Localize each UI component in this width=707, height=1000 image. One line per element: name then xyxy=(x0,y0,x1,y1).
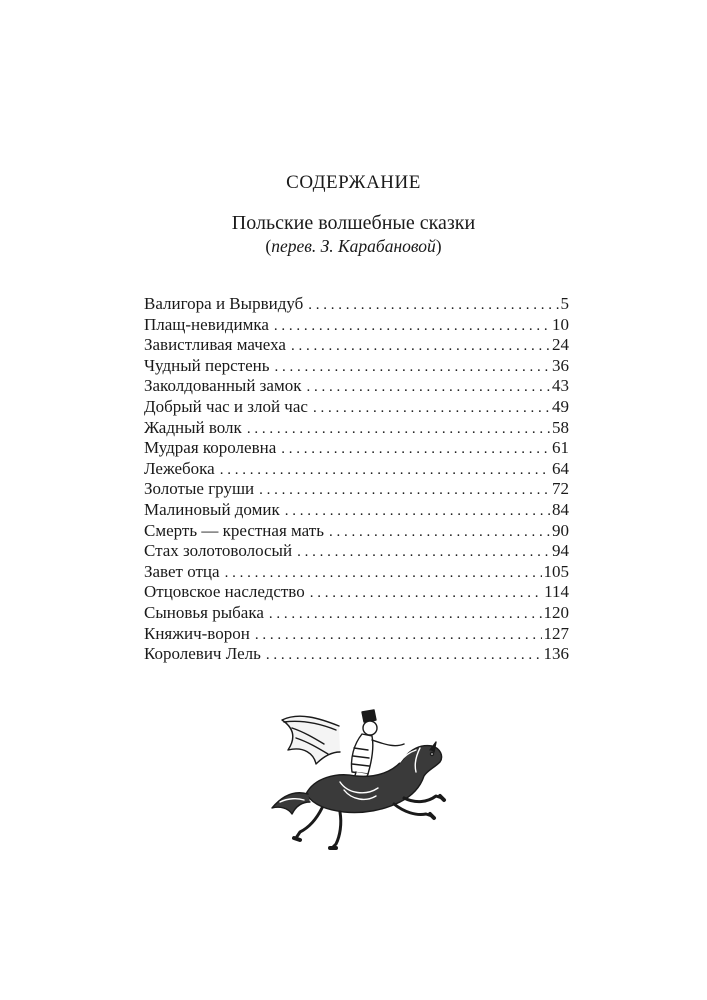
toc-entry[interactable] xyxy=(144,603,569,624)
leader-dots xyxy=(220,460,550,481)
toc-entry[interactable] xyxy=(144,479,569,500)
toc-entry-title: Отцовское наследство xyxy=(144,582,305,602)
toc-entry-page: 72 xyxy=(552,479,569,499)
leader-dots xyxy=(247,419,550,440)
toc-entry-page: 58 xyxy=(552,417,569,437)
toc-entry-page: 24 xyxy=(552,335,569,355)
leader-dots xyxy=(269,604,542,625)
leader-dots xyxy=(297,542,550,563)
toc-entry[interactable] xyxy=(144,397,569,418)
toc-entry[interactable] xyxy=(144,459,569,480)
page-title: СОДЕРЖАНИЕ xyxy=(286,172,421,193)
toc-entry[interactable] xyxy=(144,356,569,377)
toc-entry[interactable] xyxy=(144,562,569,583)
toc-entry-page: 61 xyxy=(552,438,569,458)
leader-dots xyxy=(308,295,558,316)
paren-open: ( xyxy=(265,236,272,256)
toc-entry[interactable] xyxy=(144,624,569,645)
leader-dots xyxy=(291,336,550,357)
leader-dots xyxy=(274,316,550,337)
toc-entry[interactable] xyxy=(144,438,569,459)
toc-entry-title: Лежебока xyxy=(144,458,215,478)
toc-entry[interactable] xyxy=(144,644,569,665)
translator-name: перев. З. Карабановой xyxy=(271,236,436,256)
toc-entry-title: Валигора и Вырвидуб xyxy=(144,294,304,313)
toc-entry-title: Королевич Лель xyxy=(144,644,261,664)
horse-rider-illustration-icon xyxy=(244,698,464,858)
leader-dots xyxy=(255,625,542,646)
toc-entry-page: 64 xyxy=(552,458,569,478)
toc-entry-page: 127 xyxy=(543,623,569,643)
toc-entry-title: Плащ-невидимка xyxy=(144,314,269,334)
toc-entry-page: 43 xyxy=(552,376,569,396)
toc-entry-title: Малиновый домик xyxy=(144,499,280,519)
toc-entry-page: 5 xyxy=(560,294,569,313)
toc-entry[interactable] xyxy=(144,521,569,542)
toc-entry-page: 136 xyxy=(543,644,569,664)
toc-entry[interactable] xyxy=(144,500,569,521)
table-of-contents xyxy=(144,294,569,665)
toc-entry-title: Заколдованный замок xyxy=(144,376,302,396)
leader-dots xyxy=(313,398,550,419)
toc-entry-title: Добрый час и злой час xyxy=(144,396,308,416)
toc-entry-title: Сыновья рыбака xyxy=(144,602,264,622)
toc-entry-title: Чудный перстень xyxy=(144,355,270,375)
toc-entry-page: 90 xyxy=(552,520,569,540)
leader-dots xyxy=(225,563,542,584)
toc-entry-page: 49 xyxy=(552,396,569,416)
toc-entry-page: 114 xyxy=(544,582,569,602)
toc-entry-page: 105 xyxy=(543,561,569,581)
toc-entry-title: Стах золотоволосый xyxy=(144,541,293,561)
toc-entry[interactable] xyxy=(144,294,569,315)
leader-dots xyxy=(285,501,550,522)
toc-entry-title: Мудрая королевна xyxy=(144,438,277,458)
toc-entry-title: Завет отца xyxy=(144,561,220,581)
section-title: Польские волшебные сказки xyxy=(231,212,476,234)
toc-entry[interactable] xyxy=(144,582,569,603)
translator-note xyxy=(0,236,707,257)
leader-dots xyxy=(259,480,550,501)
toc-entry-page: 36 xyxy=(552,355,569,375)
paren-close: ) xyxy=(435,236,442,256)
toc-entry-title: Смерть — крестная мать xyxy=(144,520,324,540)
toc-entry-title: Золотые груши xyxy=(144,479,255,499)
leader-dots xyxy=(306,377,550,398)
toc-entry[interactable] xyxy=(144,418,569,439)
toc-entry[interactable] xyxy=(144,541,569,562)
toc-entry-page: 120 xyxy=(543,602,569,622)
toc-entry[interactable] xyxy=(144,376,569,397)
toc-entry-page: 10 xyxy=(552,314,569,334)
toc-entry[interactable] xyxy=(144,335,569,356)
leader-dots xyxy=(275,357,550,378)
toc-entry-title: Завистливая мачеха xyxy=(144,335,286,355)
toc-entry-title: Княжич-ворон xyxy=(144,623,250,643)
toc-entry-page: 94 xyxy=(552,541,569,561)
leader-dots xyxy=(281,439,550,460)
leader-dots xyxy=(266,645,542,666)
toc-entry[interactable] xyxy=(144,315,569,336)
toc-entry-title: Жадный волк xyxy=(144,417,242,437)
leader-dots xyxy=(329,522,550,543)
toc-entry-page: 84 xyxy=(552,499,569,519)
leader-dots xyxy=(310,583,542,604)
